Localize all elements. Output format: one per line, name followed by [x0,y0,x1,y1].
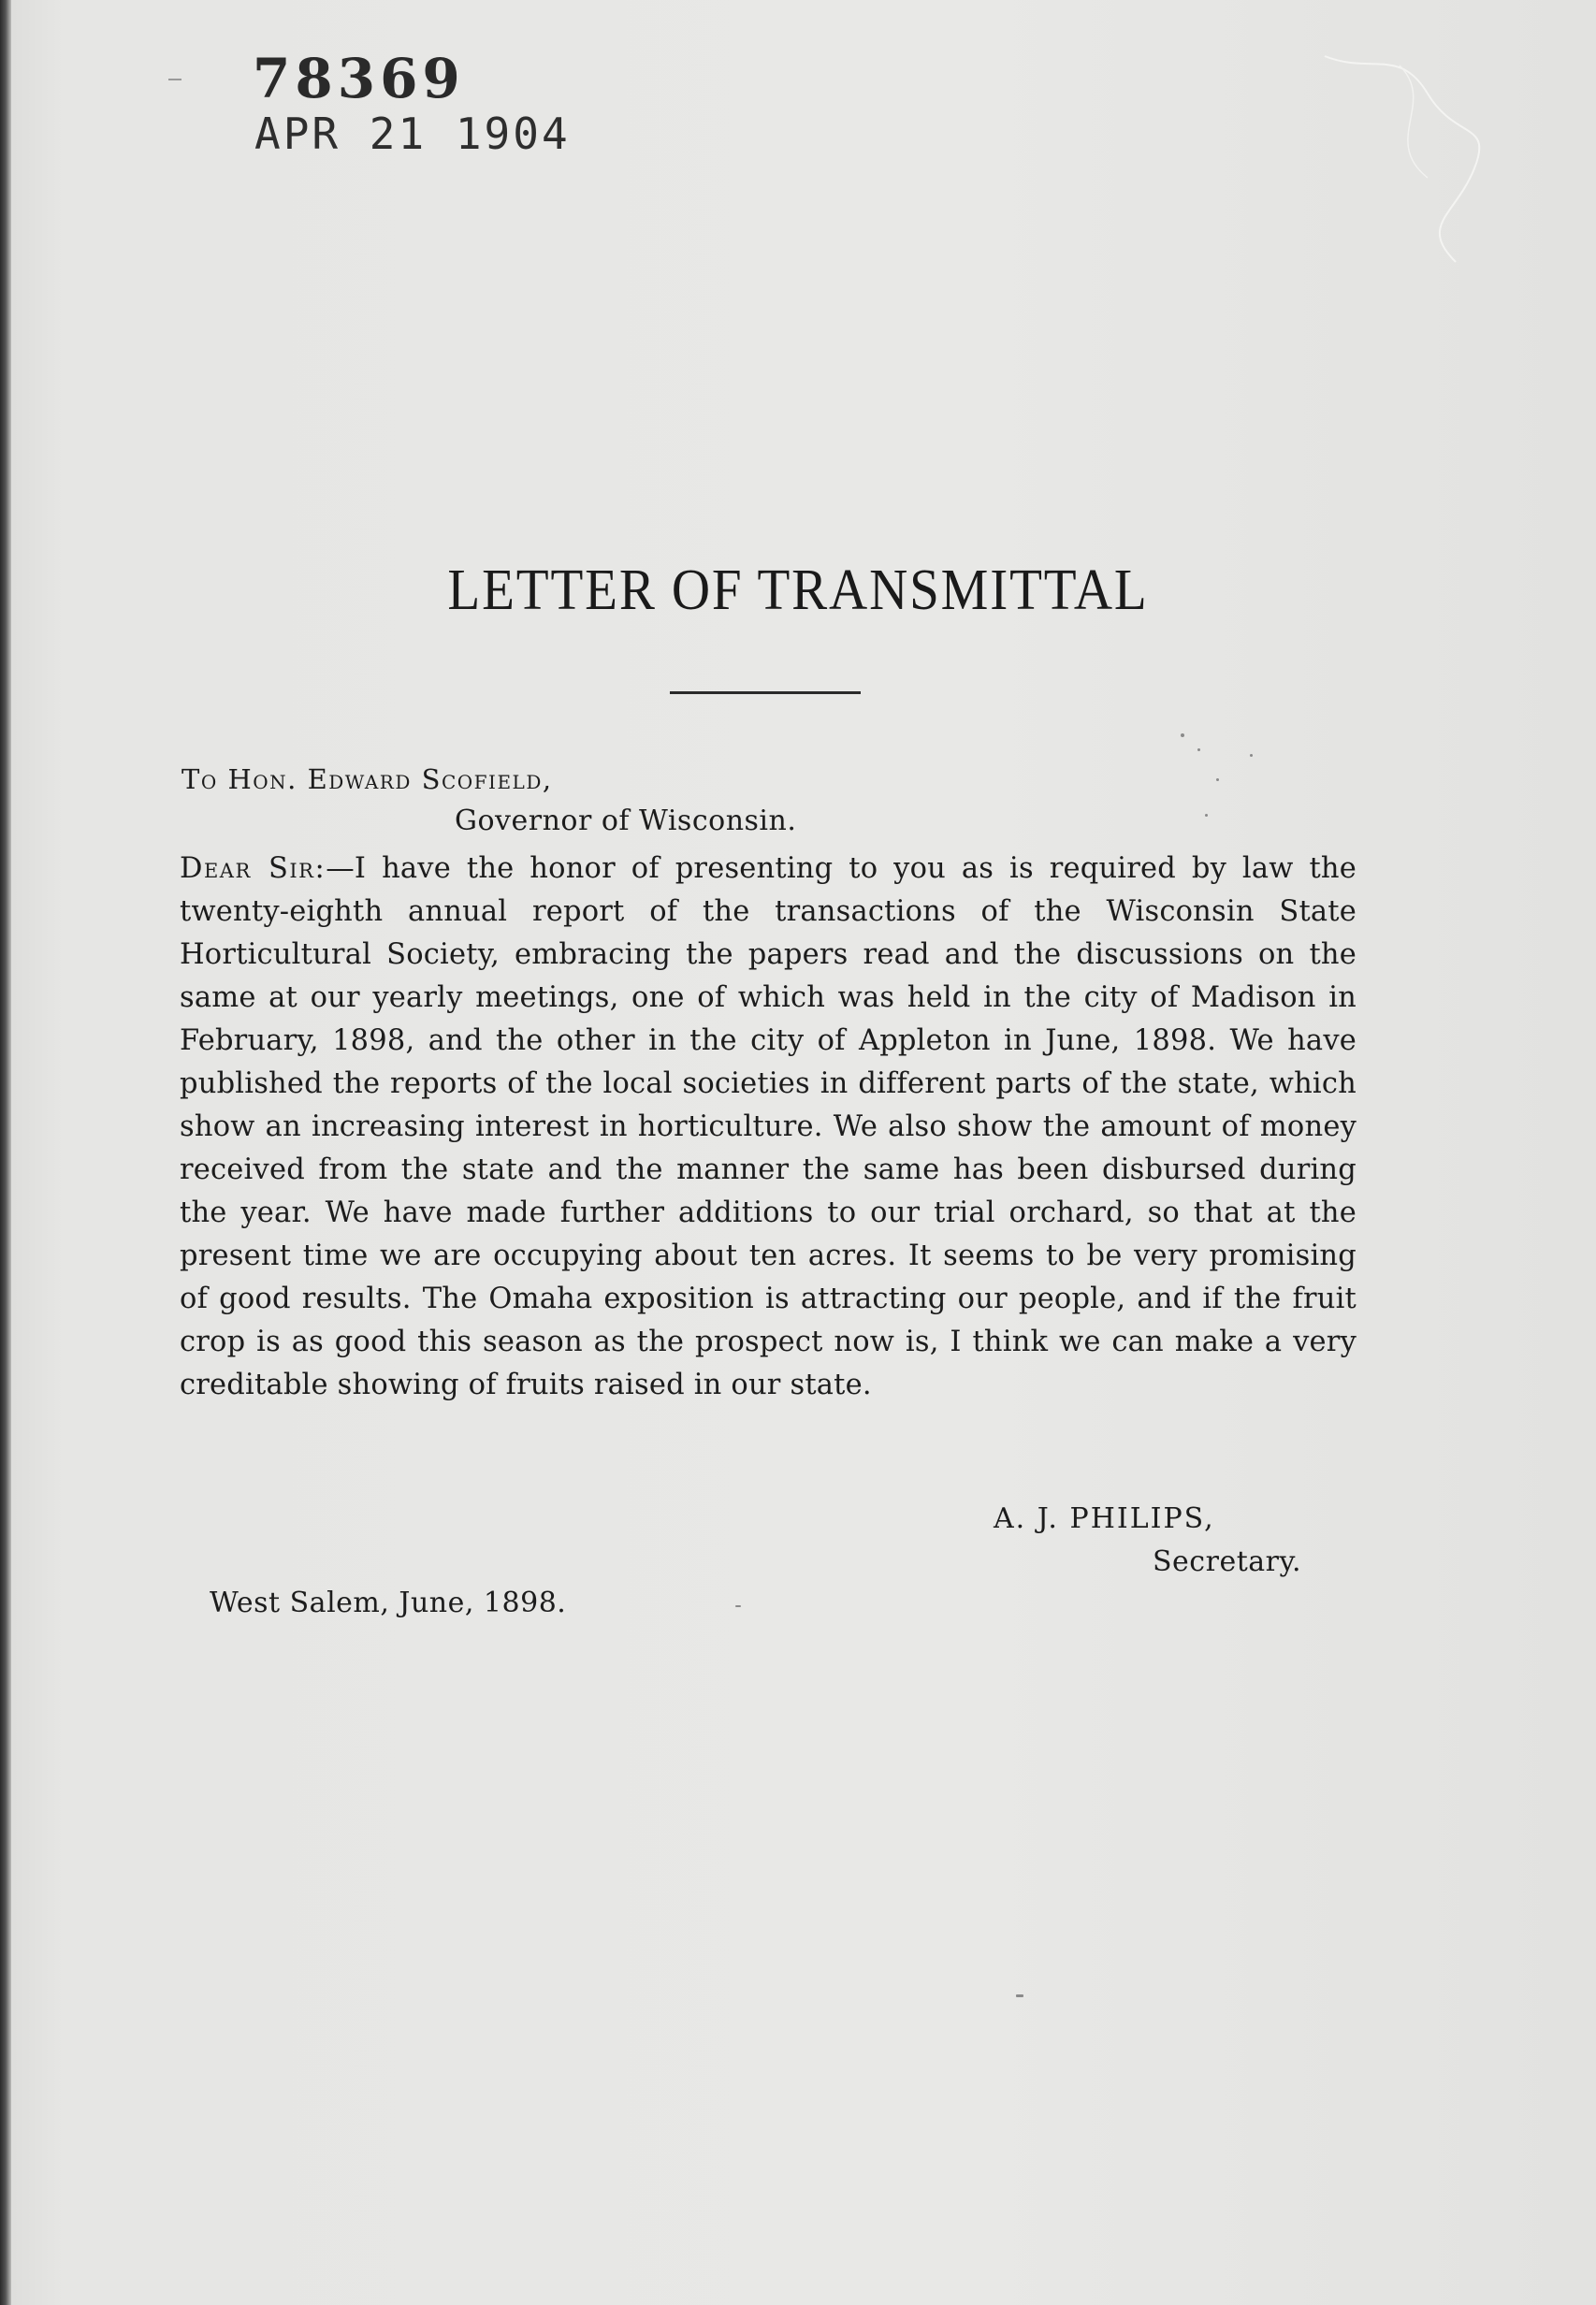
letter-body [180,848,1357,1407]
paper-speck [1216,778,1219,781]
paper-speck [1250,754,1253,757]
paper-speck [1197,748,1200,751]
binding-edge [0,0,11,2305]
signer-name: A. J. PHILIPS, [994,1502,1215,1535]
accession-date: APR 21 1904 [254,109,571,159]
paper-speck [735,1605,741,1607]
stamp-dash [168,79,181,80]
paper-speck [1181,733,1184,737]
letter-body-text: —I have the honor of presenting to you as is required by law the twenty-eighth annual report of the transactions of the Wisconsin State Horticultural Society, embracing the papers read and the discussions on the same at our yearly meetings, one of which was held in the city of Madison in February, 1898, and the other in the city of Appleton in June, 1898. We have published the reports of the local societies in different parts of the state, which show an increasing interest in horticulture. We also show the amount of money received from the state and the manner the same has been disbursed during the year. We have made further additions to our trial orchard, so that at the present time we are occupying about ten acres. It seems to be very promising of good results. The Omaha exposition is attracting our people, and if the fruit crop is as good this season as the prospect now is, I think we can make a very creditable showing of fruits raised in our state. [180,852,1357,1401]
paper-speck [1205,814,1208,817]
page-title: LETTER OF TRANSMITTAL [447,558,1149,622]
place-date: West Salem, June, 1898. [210,1587,567,1619]
salutation: Dear Sir: [180,852,326,885]
signer-title: Secretary. [1153,1545,1301,1578]
accession-number: 78369 [253,47,465,110]
paper-speck [1016,1994,1023,1997]
addressee-name: To Hon. Edward Scofield, [181,763,553,795]
paper-fiber-mark [1287,37,1531,281]
title-divider [670,691,861,694]
addressee-title: Governor of Wisconsin. [455,805,797,837]
